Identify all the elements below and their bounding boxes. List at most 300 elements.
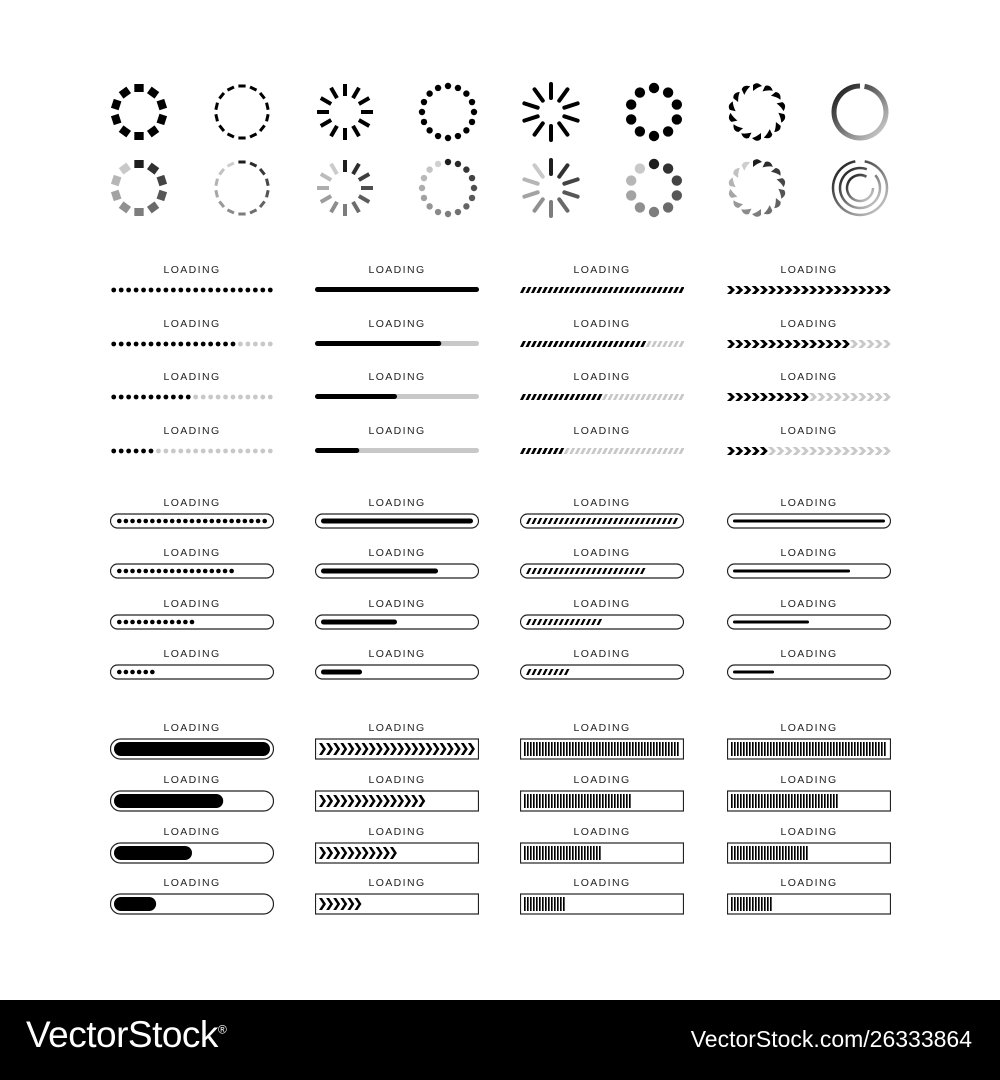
- progress-bar-graphic: [520, 842, 684, 865]
- spinner-segment: [564, 192, 577, 196]
- progress-fill: [114, 794, 223, 808]
- progress-tick: [527, 846, 529, 860]
- progress-tick: [584, 794, 586, 808]
- progress-dot: [193, 395, 198, 400]
- progress-chevron: [866, 447, 874, 455]
- outlined-bars-hatched-loading-bar: [520, 547, 684, 580]
- outlined-bars-hatched-loading-bar: [520, 497, 684, 530]
- progress-chevron: [883, 393, 891, 401]
- progress-stripe: [575, 341, 581, 347]
- spinner-segment: [227, 133, 235, 139]
- progress-tick: [668, 742, 670, 756]
- brand-name: VectorStock: [26, 1014, 218, 1055]
- progress-tick: [566, 794, 568, 808]
- boxed-bars-ticks-loading-bar: [727, 877, 891, 916]
- spinner-segment: [218, 168, 225, 176]
- spinner-segment: [771, 167, 783, 179]
- progress-stripe: [640, 287, 646, 293]
- progress-stripe: [646, 394, 652, 400]
- progress-dot: [178, 342, 183, 347]
- progress-stripe: [629, 341, 635, 347]
- loading-label: LOADING: [163, 774, 221, 786]
- progress-tick: [833, 794, 835, 808]
- progress-tick: [731, 897, 733, 911]
- spinner-segment: [218, 124, 225, 132]
- progress-tick: [596, 794, 598, 808]
- progress-tick: [572, 794, 574, 808]
- progress-tick: [581, 742, 583, 756]
- dot-ring-spinner-icon: [622, 80, 686, 144]
- spinner-segment: [119, 87, 131, 99]
- progress-stripe: [635, 394, 641, 400]
- progress-dot: [223, 342, 228, 347]
- progress-tick: [620, 742, 622, 756]
- progress-chevron: [842, 393, 850, 401]
- spinner-segment: [214, 114, 219, 122]
- progress-stripe: [597, 287, 603, 293]
- progress-tick: [548, 794, 550, 808]
- progress-dot: [253, 342, 258, 347]
- progress-chevron: [866, 340, 874, 348]
- progress-stripe: [536, 341, 542, 347]
- progress-tick: [776, 794, 778, 808]
- progress-fill: [733, 671, 774, 674]
- spinner-segment: [635, 87, 645, 97]
- progress-dot: [253, 288, 258, 293]
- spinner-segment: [776, 189, 786, 200]
- progress-tick: [788, 794, 790, 808]
- progress-dot: [141, 395, 146, 400]
- spinner-segment: [426, 203, 432, 209]
- progress-tick: [551, 794, 553, 808]
- progress-dot: [149, 342, 154, 347]
- spinner-segment: [535, 199, 543, 210]
- progress-tick: [830, 742, 832, 756]
- progress-stripe: [607, 287, 613, 293]
- progress-tick: [551, 742, 553, 756]
- progress-chevron: [776, 340, 784, 348]
- progress-chevron: [858, 340, 866, 348]
- loading-label: LOADING: [573, 722, 631, 734]
- progress-bar-graphic: [315, 738, 479, 761]
- progress-dot: [143, 670, 148, 675]
- progress-chevron: [793, 393, 801, 401]
- loading-label: LOADING: [163, 722, 221, 734]
- progress-dot: [171, 449, 176, 454]
- progress-dot: [231, 395, 236, 400]
- progress-dot: [171, 395, 176, 400]
- progress-tick: [809, 794, 811, 808]
- spinner-segment: [626, 114, 636, 124]
- progress-dot: [208, 288, 213, 293]
- loading-label: LOADING: [368, 826, 426, 838]
- plain-bars-dots-loading-bar: [110, 425, 274, 459]
- progress-dot: [143, 519, 148, 524]
- progress-chevron: [735, 447, 743, 455]
- spinner-segment: [663, 163, 673, 173]
- spinner-segment: [265, 102, 270, 110]
- progress-dot: [134, 449, 139, 454]
- progress-dot: [201, 288, 206, 293]
- progress-tick: [578, 794, 580, 808]
- progress-stripe: [553, 287, 559, 293]
- spinner-arc: [834, 86, 886, 138]
- progress-chevron: [793, 340, 801, 348]
- progress-tick: [752, 742, 754, 756]
- progress-tick: [752, 794, 754, 808]
- progress-dot: [231, 288, 236, 293]
- progress-tick: [533, 794, 535, 808]
- progress-chevron: [834, 393, 842, 401]
- progress-stripe: [673, 341, 679, 347]
- progress-tick: [743, 742, 745, 756]
- loading-label: LOADING: [368, 264, 426, 276]
- progress-dot: [156, 449, 161, 454]
- spinner-segment: [238, 161, 245, 164]
- loading-label: LOADING: [163, 826, 221, 838]
- image-url: VectorStock.com/26333864: [690, 1026, 972, 1052]
- progress-chevron: [858, 393, 866, 401]
- progress-tick: [605, 794, 607, 808]
- progress-dot: [246, 449, 251, 454]
- progress-dot: [201, 395, 206, 400]
- progress-tick: [575, 846, 577, 860]
- spinner-segment: [471, 185, 477, 191]
- progress-stripe: [531, 448, 537, 454]
- spinner-segment: [249, 209, 257, 215]
- progress-stripe: [591, 394, 597, 400]
- progress-tick: [593, 742, 595, 756]
- progress-stripe: [679, 287, 684, 293]
- progress-stripe: [679, 448, 684, 454]
- progress-stripe: [651, 394, 657, 400]
- progress-stripe: [597, 341, 603, 347]
- progress-tick: [593, 846, 595, 860]
- spinner-segment: [559, 89, 567, 100]
- progress-tick: [770, 794, 772, 808]
- spinner-segment: [147, 87, 159, 99]
- progress-tick: [602, 742, 604, 756]
- progress-dot: [111, 288, 116, 293]
- progress-chevron: [817, 393, 825, 401]
- progress-chevron: [875, 393, 883, 401]
- progress-tick: [878, 742, 880, 756]
- progress-tick: [740, 897, 742, 911]
- plain-bars-line-loading-bar: [315, 425, 479, 459]
- spinner-segment: [762, 129, 773, 140]
- progress-dot: [124, 670, 129, 675]
- spinner-segment: [535, 165, 543, 176]
- progress-tick: [596, 742, 598, 756]
- progress-stripe: [597, 394, 603, 400]
- spinner-segment: [359, 196, 369, 202]
- spinner-segment: [238, 137, 245, 140]
- spinner-segment: [649, 131, 659, 141]
- spinner-segment: [524, 179, 537, 183]
- progress-tick: [623, 742, 625, 756]
- progress-tick: [578, 742, 580, 756]
- progress-dot: [150, 519, 155, 524]
- progress-tick: [638, 742, 640, 756]
- spinner-segment: [111, 99, 121, 110]
- spinner-segment: [663, 126, 673, 136]
- progress-tick: [767, 794, 769, 808]
- spinner-segment: [321, 196, 331, 202]
- spinner-segment: [119, 163, 131, 175]
- progress-tick: [761, 742, 763, 756]
- progress-bar-graphic: [110, 842, 274, 865]
- spinner-segment: [777, 102, 787, 113]
- progress-chevron: [866, 286, 874, 294]
- progress-tick: [815, 742, 817, 756]
- progress-chevron: [793, 447, 801, 455]
- progress-tick: [530, 846, 532, 860]
- progress-tick: [758, 897, 760, 911]
- spinner-segment: [147, 125, 159, 137]
- spinner-segment: [763, 84, 774, 95]
- spinner-segment: [564, 179, 577, 183]
- progress-chevron: [834, 447, 842, 455]
- progress-tick: [761, 794, 763, 808]
- progress-bar-graphic: [315, 513, 479, 530]
- progress-stripe: [602, 287, 608, 293]
- loading-label: LOADING: [163, 598, 221, 610]
- progress-chevron: [776, 393, 784, 401]
- loading-label: LOADING: [573, 497, 631, 509]
- spinner-segment: [359, 174, 369, 180]
- progress-stripe: [569, 394, 575, 400]
- progress-dot: [156, 342, 161, 347]
- progress-stripe: [613, 448, 619, 454]
- progress-stripe: [520, 341, 526, 347]
- progress-chevron: [801, 447, 809, 455]
- progress-tick: [527, 897, 529, 911]
- plain-bars-line-loading-bar: [315, 371, 479, 405]
- progress-stripe: [564, 448, 570, 454]
- progress-tick: [731, 794, 733, 808]
- progress-tick: [866, 742, 868, 756]
- progress-tick: [827, 742, 829, 756]
- progress-dot: [164, 288, 169, 293]
- progress-chevron: [727, 447, 735, 455]
- progress-tick: [542, 794, 544, 808]
- progress-bar-graphic: [315, 790, 479, 813]
- progress-tick: [755, 794, 757, 808]
- spinner-segment: [728, 112, 738, 123]
- spinner-segment: [419, 109, 425, 115]
- progress-tick: [617, 794, 619, 808]
- progress-stripe: [586, 287, 592, 293]
- progress-tick: [524, 846, 526, 860]
- progress-stripe: [569, 287, 575, 293]
- progress-tick: [575, 742, 577, 756]
- spinner-segment: [471, 109, 477, 115]
- progress-dot: [124, 569, 129, 574]
- progress-stripe: [662, 341, 668, 347]
- progress-dot: [183, 620, 188, 625]
- outlined-bars-thin-line-loading-bar: [727, 547, 891, 580]
- progress-dot: [246, 395, 251, 400]
- loading-label: LOADING: [573, 598, 631, 610]
- progress-chevron: [875, 340, 883, 348]
- progress-bar-graphic: [110, 336, 274, 352]
- progress-tick: [572, 742, 574, 756]
- progress-tick: [560, 846, 562, 860]
- progress-stripe: [673, 448, 679, 454]
- progress-chevron: [825, 340, 833, 348]
- progress-dot: [268, 449, 273, 454]
- progress-dot: [186, 342, 191, 347]
- progress-stripe: [668, 287, 674, 293]
- progress-tick: [539, 897, 541, 911]
- progress-tick: [740, 794, 742, 808]
- progress-dot: [260, 288, 265, 293]
- spinner-segment: [359, 120, 369, 126]
- progress-dot: [137, 620, 142, 625]
- progress-dot: [260, 395, 265, 400]
- progress-stripe: [531, 394, 537, 400]
- progress-dot: [231, 342, 236, 347]
- progress-tick: [665, 742, 667, 756]
- loading-label: LOADING: [780, 318, 838, 330]
- loading-label: LOADING: [368, 598, 426, 610]
- progress-dot: [178, 449, 183, 454]
- progress-chevron: [883, 447, 891, 455]
- progress-stripe: [607, 341, 613, 347]
- progress-stripe: [520, 394, 526, 400]
- progress-tick: [785, 742, 787, 756]
- progress-dot: [193, 288, 198, 293]
- progress-bar-graphic: [727, 790, 891, 813]
- progress-tick: [773, 846, 775, 860]
- progress-dot: [216, 342, 221, 347]
- progress-tick: [824, 794, 826, 808]
- progress-tick: [662, 742, 664, 756]
- progress-tick: [848, 742, 850, 756]
- spinner-segment: [147, 163, 159, 175]
- progress-tick: [839, 742, 841, 756]
- spinner-segment: [763, 160, 774, 171]
- progress-tick: [863, 742, 865, 756]
- progress-tick: [800, 742, 802, 756]
- progress-dot: [246, 342, 251, 347]
- spinner-segment: [776, 113, 786, 124]
- progress-tick: [581, 794, 583, 808]
- progress-tick: [551, 846, 553, 860]
- progress-stripe: [618, 341, 624, 347]
- progress-dot: [238, 395, 243, 400]
- boxed-bars-ticks-loading-bar: [727, 722, 891, 761]
- spinner-segment: [672, 114, 682, 124]
- progress-dot: [236, 519, 241, 524]
- loading-label: LOADING: [780, 264, 838, 276]
- spinner-segment: [741, 84, 752, 95]
- progress-dot: [229, 519, 234, 524]
- spinner-segment: [249, 86, 257, 92]
- progress-dot: [216, 519, 221, 524]
- loading-label: LOADING: [368, 318, 426, 330]
- plain-bars-dots-loading-bar: [110, 264, 274, 298]
- progress-tick: [749, 897, 751, 911]
- progress-tick: [536, 846, 538, 860]
- progress-dot: [156, 288, 161, 293]
- progress-chevron: [850, 340, 858, 348]
- spinner-segment: [445, 211, 451, 217]
- outlined-bars-line-loading-bar: [315, 547, 479, 580]
- spinner-segment: [752, 133, 761, 141]
- progress-stripe: [651, 341, 657, 347]
- watermark-footer: [0, 1000, 1000, 1080]
- progress-stripe: [536, 287, 542, 293]
- progress-tick: [527, 794, 529, 808]
- progress-dot: [176, 569, 181, 574]
- progress-frame: [111, 665, 274, 679]
- progress-tick: [752, 897, 754, 911]
- spinner-segment: [147, 201, 159, 213]
- progress-tick: [749, 794, 751, 808]
- progress-dot: [268, 288, 273, 293]
- boxed-bars-ticks-loading-bar: [727, 826, 891, 865]
- spinner-segment: [227, 209, 235, 215]
- progress-chevron: [727, 340, 735, 348]
- progress-stripe: [553, 448, 559, 454]
- progress-stripe: [553, 394, 559, 400]
- plain-bars-hatched-loading-bar: [520, 318, 684, 352]
- progress-dot: [157, 569, 162, 574]
- progress-tick: [635, 742, 637, 756]
- progress-stripe: [558, 287, 564, 293]
- progress-stripe: [569, 341, 575, 347]
- progress-chevron: [834, 286, 842, 294]
- progress-tick: [536, 742, 538, 756]
- progress-bar-graphic: [727, 614, 891, 631]
- loading-label: LOADING: [780, 774, 838, 786]
- progress-tick: [734, 742, 736, 756]
- progress-chevron: [801, 340, 809, 348]
- boxed-bars-ticks-loading-bar: [727, 774, 891, 813]
- spinner-segment: [134, 84, 143, 92]
- progress-tick: [542, 846, 544, 860]
- progress-stripe: [575, 448, 581, 454]
- progress-chevron: [735, 286, 743, 294]
- progress-chevron: [760, 393, 768, 401]
- progress-bar-graphic: [110, 893, 274, 916]
- spinner-segment: [214, 190, 219, 198]
- progress-tick: [773, 742, 775, 756]
- gradient-arc-spinner-icon: [828, 80, 892, 144]
- progress-tick: [869, 742, 871, 756]
- progress-tick: [548, 742, 550, 756]
- progress-tick: [794, 794, 796, 808]
- spinner-segment: [626, 99, 636, 109]
- progress-stripe: [558, 341, 564, 347]
- plain-bars-line-loading-bar: [315, 264, 479, 298]
- progress-dot: [137, 569, 142, 574]
- progress-tick: [758, 794, 760, 808]
- progress-dot: [124, 519, 129, 524]
- progress-dot: [260, 342, 265, 347]
- progress-stripe: [629, 448, 635, 454]
- progress-tick: [782, 742, 784, 756]
- progress-tick: [737, 742, 739, 756]
- progress-chevron: [727, 393, 735, 401]
- progress-stripe: [547, 341, 553, 347]
- progress-dot: [223, 449, 228, 454]
- progress-tick: [749, 742, 751, 756]
- progress-tick: [767, 897, 769, 911]
- progress-chevron: [866, 393, 874, 401]
- progress-tick: [587, 794, 589, 808]
